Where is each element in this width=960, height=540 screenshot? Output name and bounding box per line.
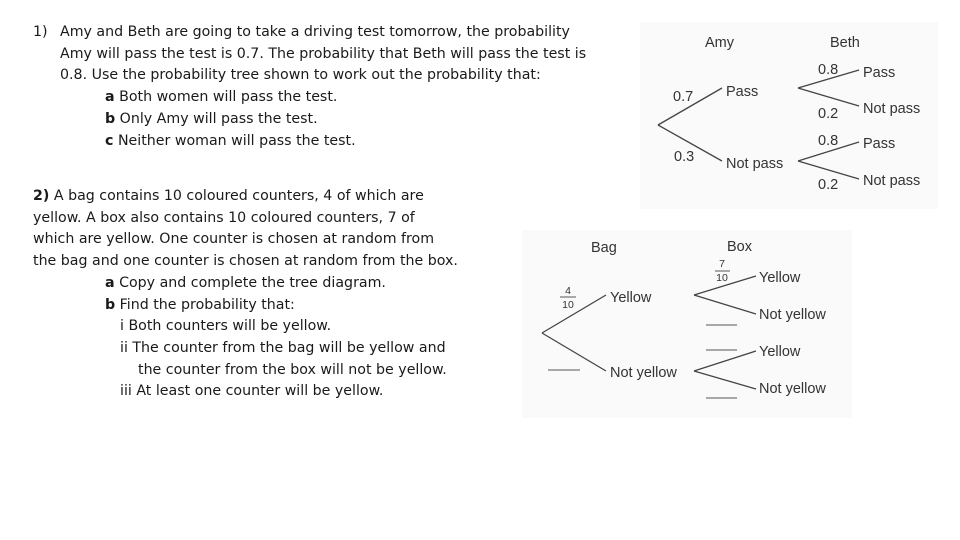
q1-part-b bbox=[33, 109, 586, 131]
q2-number: 2) bbox=[33, 188, 50, 204]
tree1-prob-notpass-pass: 0.8 bbox=[818, 133, 839, 149]
question-1 bbox=[33, 22, 586, 152]
branch-bag-yellow bbox=[542, 295, 606, 333]
tree2-label-yellow-notyellow: Not yellow bbox=[759, 307, 826, 323]
q2-part-b-text: Find the probability that: bbox=[119, 296, 295, 313]
tree1-label-notpass-pass: Pass bbox=[863, 136, 896, 152]
tree1-prob-pass-notpass: 0.2 bbox=[818, 106, 839, 122]
fraction-num-yellow-yellow: 7 bbox=[719, 258, 725, 270]
q2-sub-ii: ii The counter from the bag will be yellow and bbox=[120, 339, 446, 356]
q2-sub-ii-cont: the counter from the box will not be yellow. bbox=[138, 361, 447, 378]
q2-part-b-letter: b bbox=[105, 296, 116, 313]
tree1-prob-notpass-notpass: 0.2 bbox=[818, 177, 839, 193]
branch-yellow-box-notyellow bbox=[694, 295, 756, 314]
q2-line-1 bbox=[33, 186, 458, 208]
q1-part-c bbox=[33, 131, 586, 153]
q2-sub-i: i Both counters will be yellow. bbox=[120, 318, 332, 335]
fraction-num-bag-yellow: 4 bbox=[565, 285, 571, 297]
q1-part-b-text: Only Amy will pass the test. bbox=[119, 110, 318, 127]
q1-part-c-letter: c bbox=[105, 132, 114, 149]
tree1-label-notpass-notpass: Not pass bbox=[863, 173, 921, 189]
tree1-prob-pass-pass: 0.8 bbox=[818, 62, 839, 78]
q1-number: 1) bbox=[33, 24, 48, 40]
tree2-label-yellow-yellow: Yellow bbox=[759, 270, 801, 286]
q1-part-c-text: Neither woman will pass the test. bbox=[117, 132, 356, 149]
tree1-header-beth: Beth bbox=[830, 35, 860, 51]
branch-notyellow-box-notyellow bbox=[694, 371, 756, 389]
tree2-label-notyellow-yellow: Yellow bbox=[759, 344, 801, 360]
q1-line-1 bbox=[33, 22, 586, 44]
branch-notyellow-box-yellow bbox=[694, 351, 756, 371]
tree-diagram-bag-box bbox=[522, 230, 852, 418]
branch-pass-beth-notpass bbox=[798, 88, 859, 106]
q2-text-4: the bag and one counter is chosen at random from the box. bbox=[33, 253, 458, 270]
tree2-label-bag-notyellow: Not yellow bbox=[610, 365, 677, 381]
tree-diagram-amy-beth bbox=[640, 22, 938, 209]
tree-diagram-amy-beth-svg bbox=[640, 22, 938, 209]
tree1-label-amy-notpass: Not pass bbox=[726, 156, 784, 172]
q2-part-a bbox=[33, 273, 458, 295]
fraction-den-yellow-yellow: 10 bbox=[716, 272, 728, 284]
tree1-label-pass-notpass: Not pass bbox=[863, 101, 921, 117]
q1-part-a-text: Both women will pass the test. bbox=[119, 89, 338, 106]
q1-text-1: Amy and Beth are going to take a driving test tomorrow, the probability bbox=[60, 24, 570, 40]
q1-text-2: Amy will pass the test is 0.7. The probability that Beth will pass the test is bbox=[60, 45, 587, 62]
tree2-label-bag-yellow: Yellow bbox=[610, 290, 652, 306]
q1-part-b-letter: b bbox=[105, 110, 116, 127]
q2-part-b bbox=[33, 295, 458, 317]
tree1-prob-amy-notpass: 0.3 bbox=[674, 149, 695, 165]
fraction-den-bag-yellow: 10 bbox=[562, 299, 574, 311]
tree2-label-notyellow-notyellow: Not yellow bbox=[759, 381, 826, 397]
tree-diagram-bag-box-svg bbox=[522, 230, 852, 418]
tree1-label-pass-pass: Pass bbox=[863, 65, 896, 81]
q2-text-3: which are yellow. One counter is chosen at random from bbox=[33, 231, 435, 248]
tree1-prob-amy-pass: 0.7 bbox=[673, 89, 694, 105]
q2-sub-iii: iii At least one counter will be yellow. bbox=[120, 383, 384, 400]
q1-part-a-letter: a bbox=[105, 89, 115, 106]
question-2 bbox=[33, 186, 458, 403]
q1-part-a bbox=[33, 87, 586, 109]
tree1-label-amy-pass: Pass bbox=[726, 84, 759, 100]
q2-part-a-letter: a bbox=[105, 274, 115, 291]
q2-text-1: A bag contains 10 coloured counters, 4 of which are bbox=[53, 188, 424, 204]
q2-part-a-text: Copy and complete the tree diagram. bbox=[119, 274, 386, 291]
q1-text-3: 0.8. Use the probability tree shown to work out the probability that: bbox=[60, 67, 541, 84]
branch-bag-notyellow bbox=[542, 333, 606, 371]
tree1-header-amy: Amy bbox=[705, 35, 734, 51]
tree2-header-box: Box bbox=[727, 239, 752, 255]
q2-text-2: yellow. A box also contains 10 coloured counters, 7 of bbox=[33, 209, 415, 226]
tree2-header-bag: Bag bbox=[591, 240, 617, 256]
